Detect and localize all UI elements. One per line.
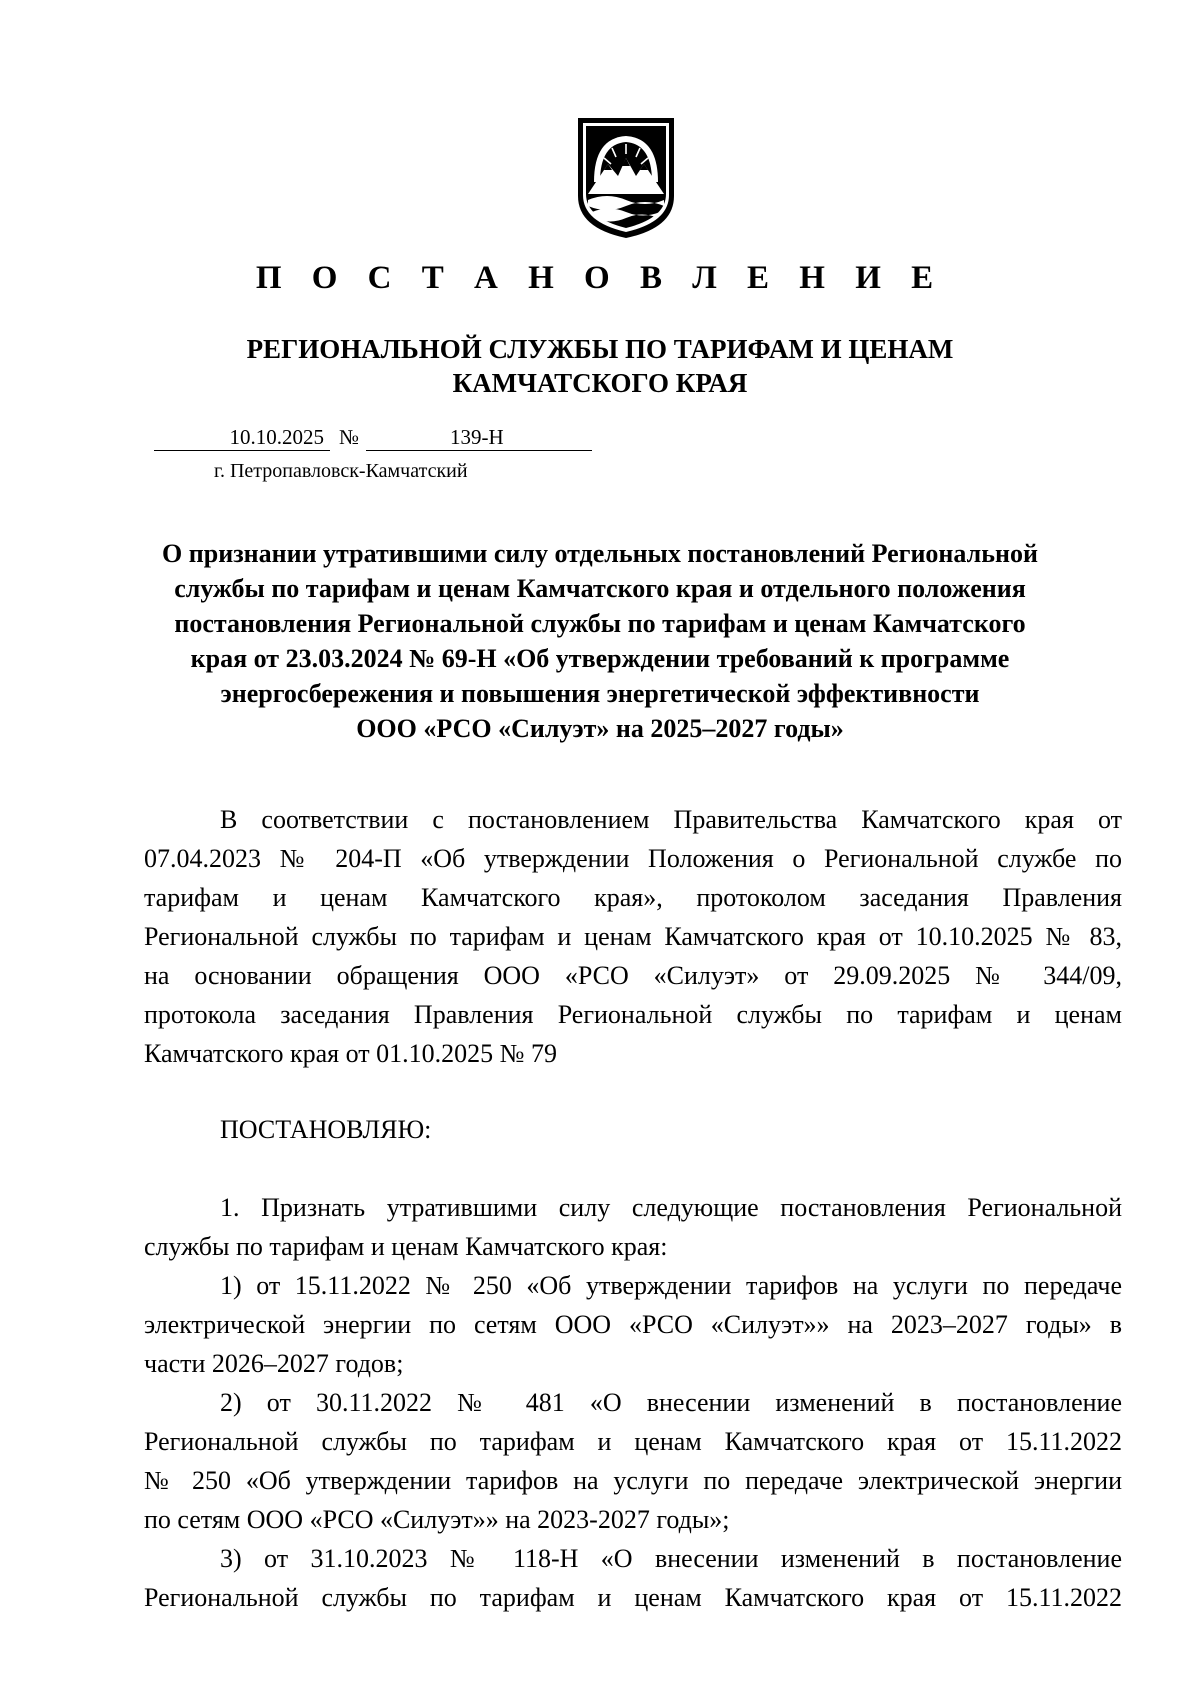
text-line: № 250 «Об утверждении тарифов на услуги по передаче электрической энергии (144, 1466, 1122, 1495)
document-type-heading: П О С Т А Н О В Л Е Н И Е (255, 260, 945, 296)
title-line: энергосбережения и повышения энергетической эффективности (220, 679, 980, 708)
title-line: края от 23.03.2024 № 69-Н «Об утверждении требований к программе (190, 644, 1010, 673)
text-line: 1) от 15.11.2022 № 250 «Об утверждении тарифов на услуги по передаче (220, 1271, 1122, 1300)
text-line: тарифам и ценам Камчатского края», протоколом заседания Правления (144, 883, 1122, 912)
kamchatka-coat-of-arms-icon (574, 112, 678, 240)
document-title (120, 536, 1080, 746)
decree-word: ПОСТАНОВЛЯЮ: (220, 1115, 432, 1144)
document-number: 139-Н (366, 424, 592, 451)
document-date: 10.10.2025 (154, 424, 330, 451)
text-line: на основании обращения ООО «РСО «Силуэт» от 29.09.2025 № 344/09, (144, 961, 1122, 990)
title-line: постановления Региональной службы по тарифам и ценам Камчатского (174, 609, 1026, 638)
text-line: по сетям ООО «РСО «Силуэт»» на 2023-2027 годы»; (144, 1505, 730, 1534)
text-line: электрической энергии по сетям ООО «РСО «Силуэт»» на 2023–2027 годы» в (144, 1310, 1122, 1339)
text-line: Региональной службы по тарифам и ценам Камчатского края от 15.11.2022 (144, 1583, 1122, 1612)
text-line: Камчатского края от 01.10.2025 № 79 (144, 1039, 557, 1068)
preamble-paragraph (144, 800, 1122, 1073)
issuer-line: КАМЧАТСКОГО КРАЯ (452, 368, 748, 398)
date-number-line (154, 424, 594, 452)
text-line: протокола заседания Правления Региональной службы по тарифам и ценам (144, 1000, 1122, 1029)
text-line: службы по тарифам и ценам Камчатского края: (144, 1232, 668, 1261)
text-line: 3) от 31.10.2023 № 118-Н «О внесении изменений в постановление (220, 1544, 1122, 1573)
title-line: О признании утратившими силу отдельных постановлений Региональной (162, 539, 1038, 568)
title-line: ООО «РСО «Силуэт» на 2025–2027 годы» (356, 714, 844, 743)
text-line: Региональной службы по тарифам и ценам Камчатского края от 10.10.2025 № 83, (144, 922, 1122, 951)
document-city: г. Петропавловск-Камчатский (214, 460, 468, 482)
clauses-section (144, 1188, 1122, 1617)
text-line: 07.04.2023 № 204-П «Об утверждении Положения о Региональной службе по (144, 844, 1122, 873)
text-line: части 2026–2027 годов; (144, 1349, 404, 1378)
issuer-heading (0, 332, 1200, 400)
text-line: Региональной службы по тарифам и ценам Камчатского края от 15.11.2022 (144, 1427, 1122, 1456)
title-line: службы по тарифам и ценам Камчатского края и отдельного положения (174, 574, 1026, 603)
text-line: 1. Признать утратившими силу следующие постановления Региональной (220, 1193, 1122, 1222)
text-line: В соответствии с постановлением Правительства Камчатского края от (220, 805, 1122, 834)
number-sign: № (338, 425, 360, 449)
issuer-line: РЕГИОНАЛЬНОЙ СЛУЖБЫ ПО ТАРИФАМ И ЦЕНАМ (246, 334, 954, 364)
text-line: 2) от 30.11.2022 № 481 «О внесении изменений в постановление (220, 1388, 1122, 1417)
